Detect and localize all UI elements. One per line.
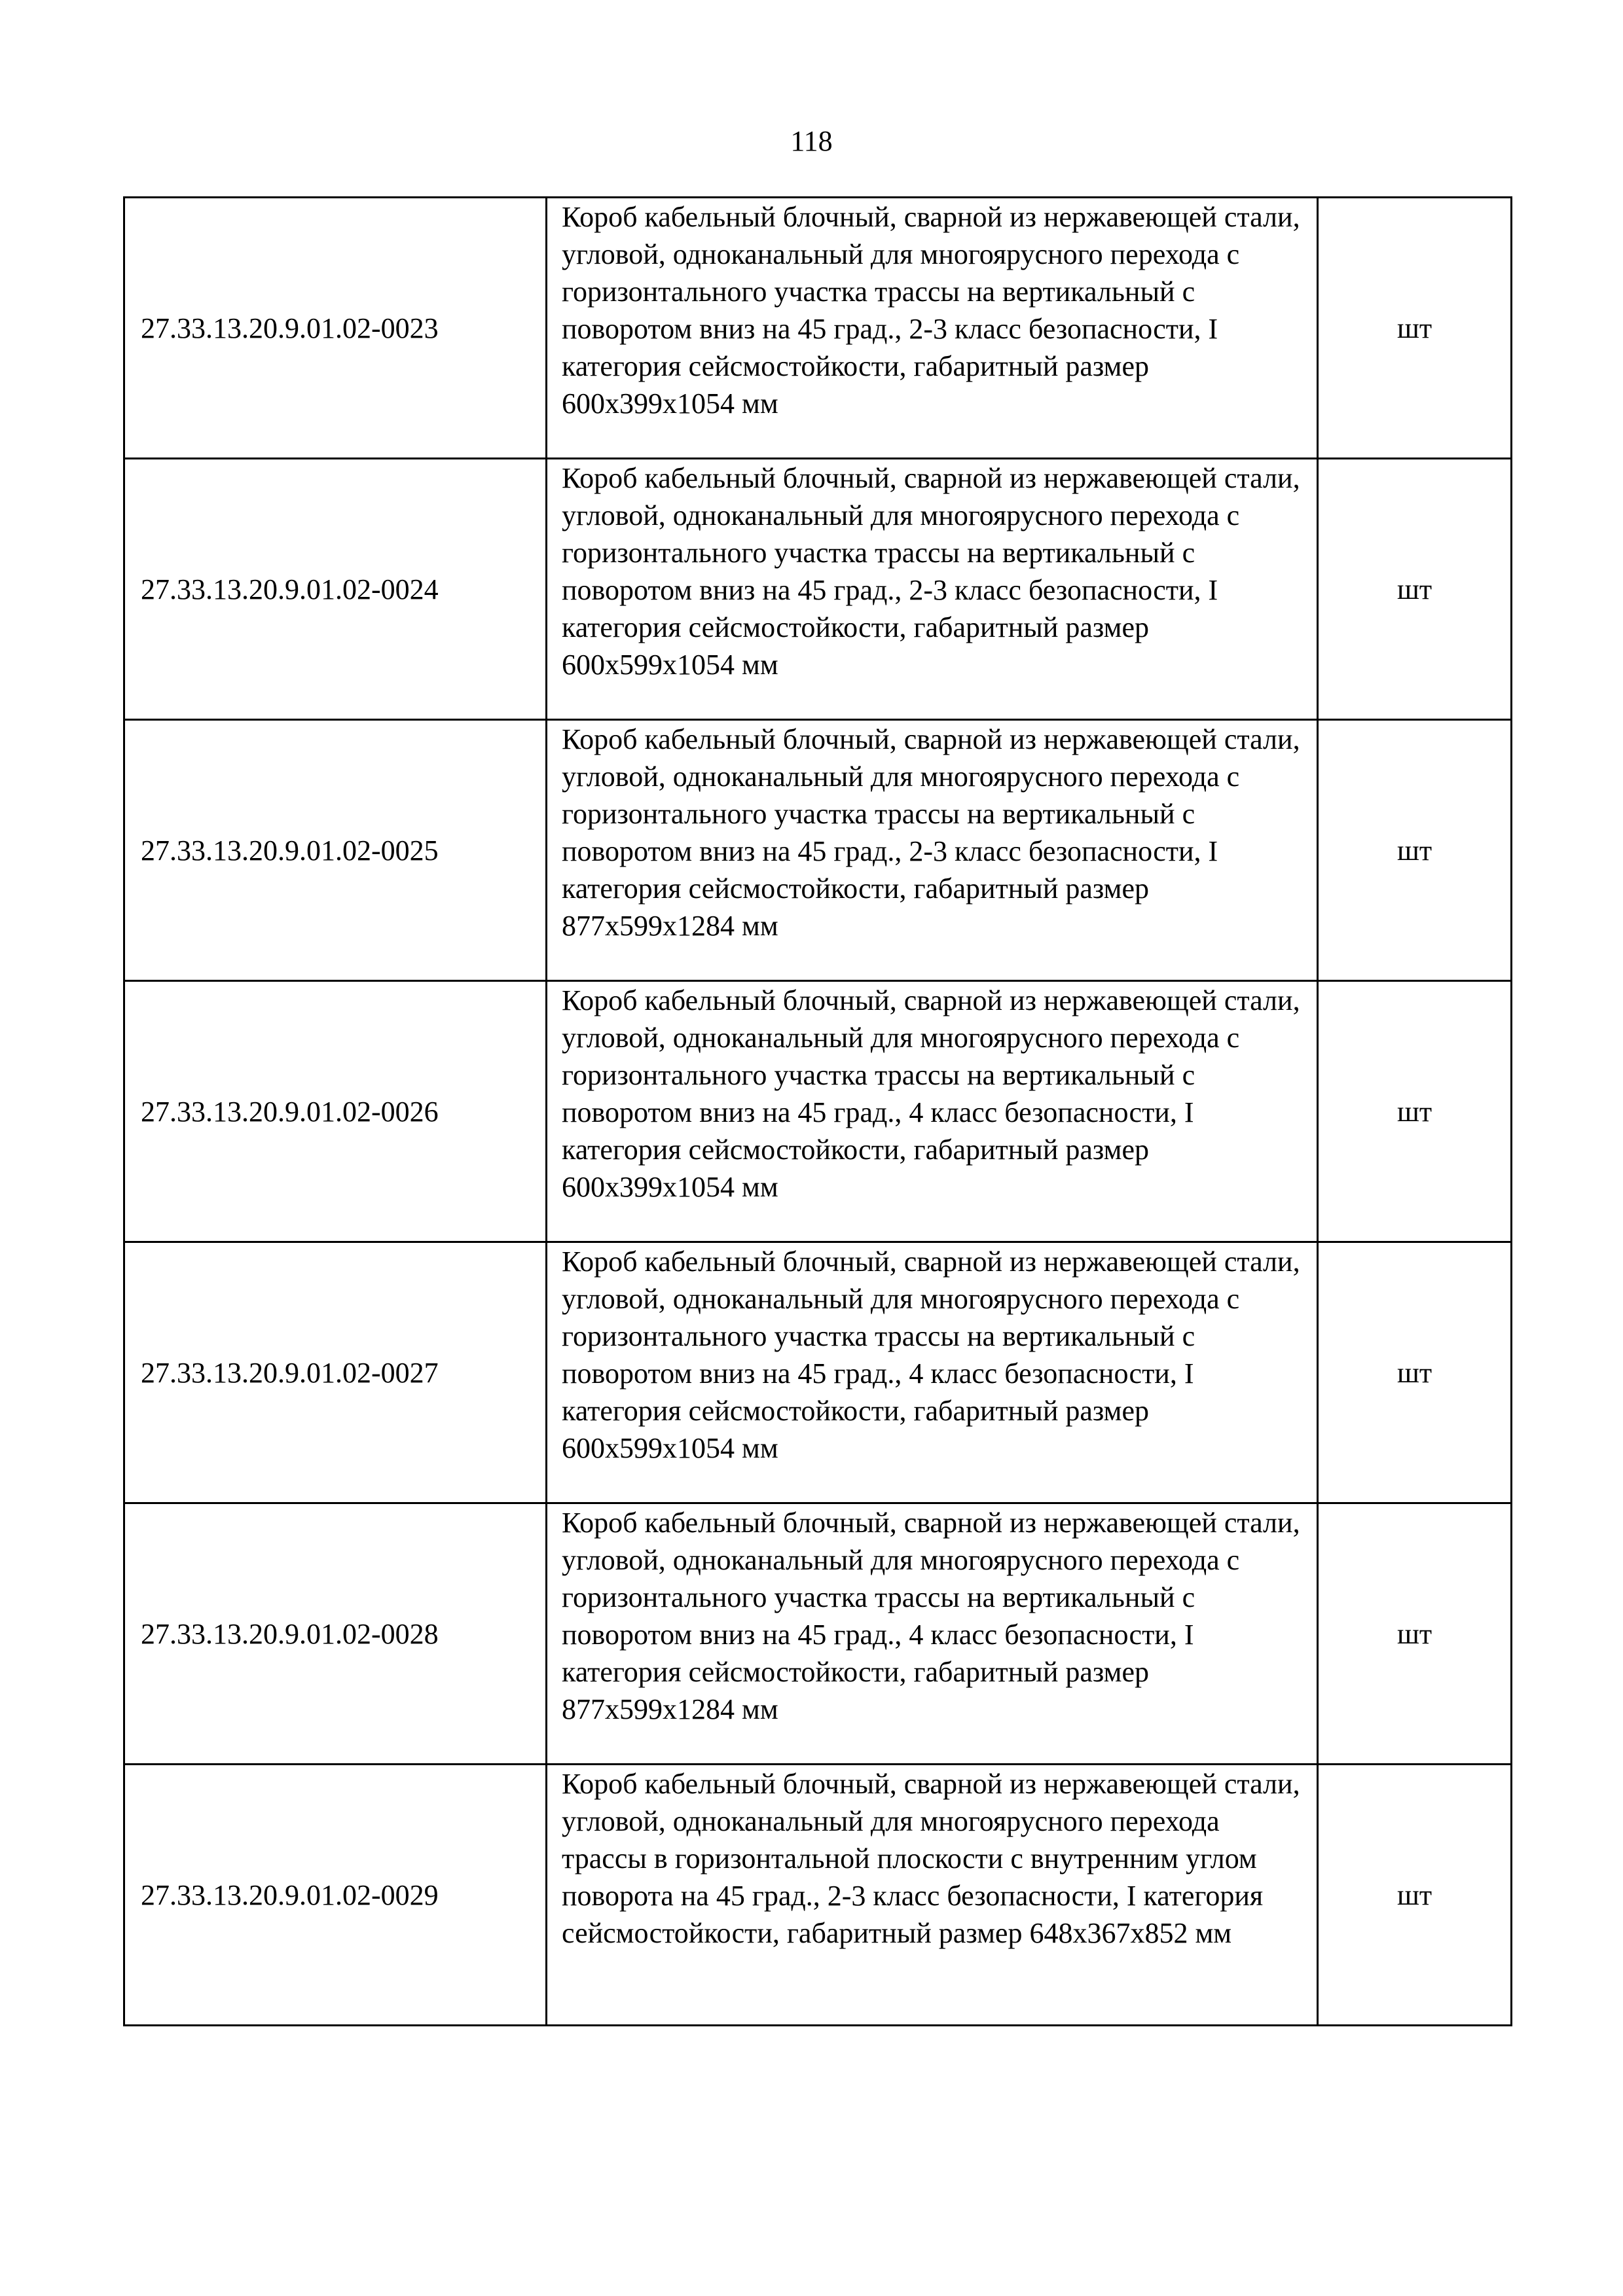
row-code: 27.33.13.20.9.01.02-0024 xyxy=(124,459,547,720)
row-unit: шт xyxy=(1318,981,1512,1242)
row-unit: шт xyxy=(1318,198,1512,459)
table-row xyxy=(124,1242,1512,1503)
row-description-cell xyxy=(547,1503,1318,1765)
row-description: Короб кабельный блочный, сварной из нержавеющей стали, угловой, одноканальный для многоярусного перехода с горизонтального участка трассы на вертикальный с поворотом вниз на 45 град., 4 класс безопасности, I категория сейсмостойкости, габаритный размер 600х599х1054 мм xyxy=(562,1246,1300,1464)
row-code: 27.33.13.20.9.01.02-0026 xyxy=(124,981,547,1242)
row-description-cell xyxy=(547,1242,1318,1503)
row-description-cell xyxy=(547,459,1318,720)
row-unit: шт xyxy=(1318,1242,1512,1503)
row-description: Короб кабельный блочный, сварной из нержавеющей стали, угловой, одноканальный для многоярусного перехода с горизонтального участка трассы на вертикальный с поворотом вниз на 45 град., 2-3 класс безопасности, I категория сейсмостойкости, габаритный размер 600х399х1054 мм xyxy=(562,201,1300,420)
row-unit: шт xyxy=(1318,459,1512,720)
row-description-cell xyxy=(547,720,1318,981)
page-number: 118 xyxy=(790,125,833,157)
row-description: Короб кабельный блочный, сварной из нержавеющей стали, угловой, одноканальный для многоярусного перехода трассы в горизонтальной плоскости с внутренним углом поворота на 45 град., 2-3 класс безопасности, I категория сейсмостойкости, габаритный размер 648х367х852 мм xyxy=(562,1768,1300,1949)
table-row xyxy=(124,720,1512,981)
specification-table xyxy=(123,196,1512,2026)
table-row xyxy=(124,1503,1512,1765)
row-code: 27.33.13.20.9.01.02-0029 xyxy=(124,1765,547,2026)
row-unit: шт xyxy=(1318,720,1512,981)
table-row xyxy=(124,1765,1512,2026)
table-row xyxy=(124,198,1512,459)
row-code: 27.33.13.20.9.01.02-0023 xyxy=(124,198,547,459)
row-description: Короб кабельный блочный, сварной из нержавеющей стали, угловой, одноканальный для многоярусного перехода с горизонтального участка трассы на вертикальный с поворотом вниз на 45 град., 4 класс безопасности, I категория сейсмостойкости, габаритный размер 877х599х1284 мм xyxy=(562,1507,1300,1725)
row-code: 27.33.13.20.9.01.02-0028 xyxy=(124,1503,547,1765)
row-unit: шт xyxy=(1318,1503,1512,1765)
row-description: Короб кабельный блочный, сварной из нержавеющей стали, угловой, одноканальный для многоярусного перехода с горизонтального участка трассы на вертикальный с поворотом вниз на 45 град., 4 класс безопасности, I категория сейсмостойкости, габаритный размер 600х399х1054 мм xyxy=(562,984,1300,1203)
row-description: Короб кабельный блочный, сварной из нержавеющей стали, угловой, одноканальный для многоярусного перехода с горизонтального участка трассы на вертикальный с поворотом вниз на 45 град., 2-3 класс безопасности, I категория сейсмостойкости, габаритный размер 877х599х1284 мм xyxy=(562,723,1300,942)
row-code: 27.33.13.20.9.01.02-0025 xyxy=(124,720,547,981)
table-row xyxy=(124,981,1512,1242)
row-description-cell xyxy=(547,981,1318,1242)
table-row xyxy=(124,459,1512,720)
row-description-cell xyxy=(547,1765,1318,2026)
row-description: Короб кабельный блочный, сварной из нержавеющей стали, угловой, одноканальный для многоярусного перехода с горизонтального участка трассы на вертикальный с поворотом вниз на 45 град., 2-3 класс безопасности, I категория сейсмостойкости, габаритный размер 600х599х1054 мм xyxy=(562,462,1300,681)
row-unit: шт xyxy=(1318,1765,1512,2026)
row-description-cell xyxy=(547,198,1318,459)
row-code: 27.33.13.20.9.01.02-0027 xyxy=(124,1242,547,1503)
